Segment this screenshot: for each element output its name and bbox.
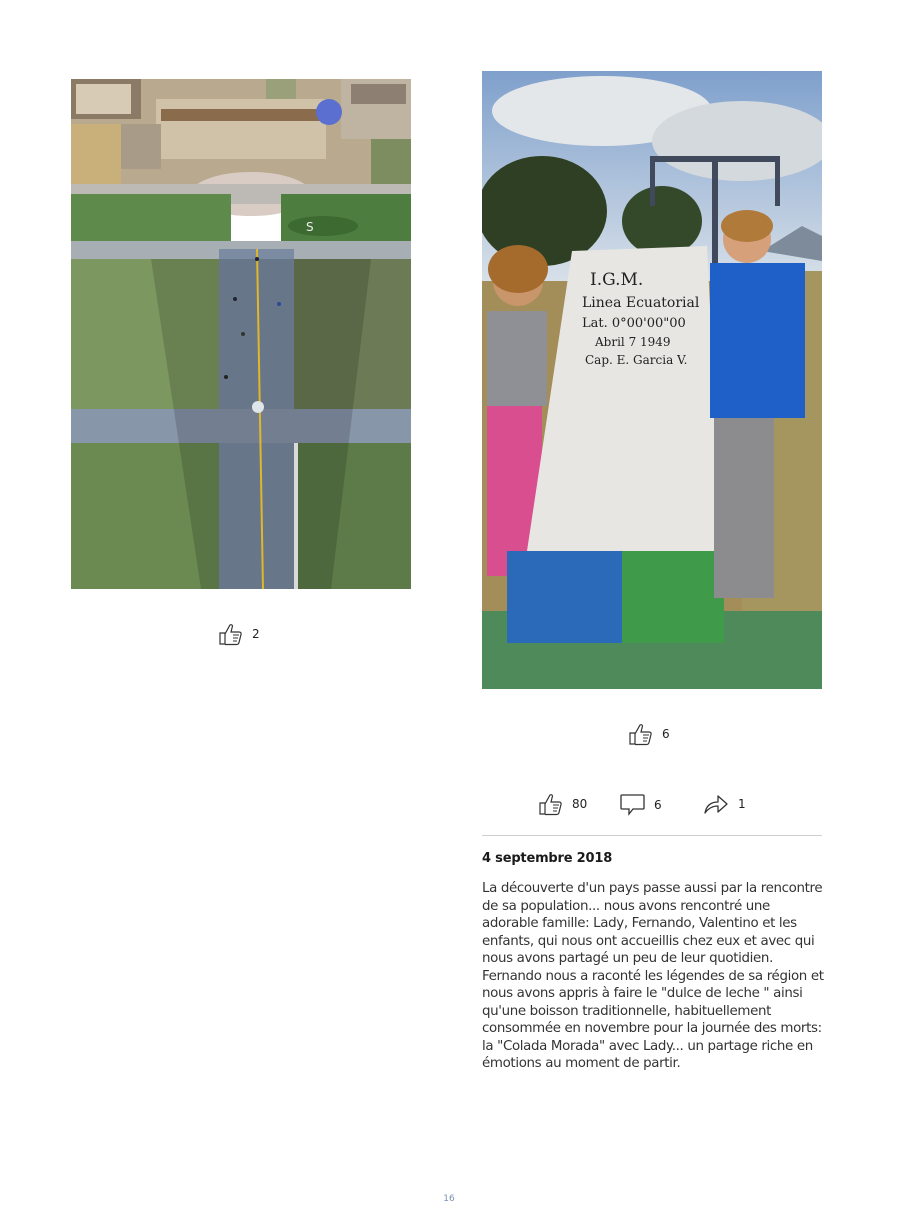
share-icon [702, 792, 730, 816]
svg-text:S: S [306, 220, 314, 234]
post-text: La découverte d'un pays passe aussi par la rencontre de sa population... nous avons rencontré une adorable famille: Lady, Fernando, Valentino et les enfants, qui nous ont accueillis chez eux et avec qui nous avons partagé un peu de leur quotidien. Fernando nous a raconté les légendes de sa région et nous avons appris à faire le "dulce de leche " ainsi qu'une boisson traditionnelle, habituellement consommée en novembre pour la journée des morts: la "Colada Morada" avec Lady... un partage riche en émotions au moment de partir. [482, 881, 824, 1071]
post-comment-button[interactable] [620, 792, 662, 818]
thumbs-up-icon [538, 792, 564, 816]
comment-icon [620, 792, 646, 818]
left-photo-like[interactable] [218, 622, 260, 646]
svg-text:Abril 7 1949: Abril 7 1949 [595, 335, 671, 349]
post-like-button[interactable] [538, 792, 587, 816]
svg-text:Cap. E. Garcia V.: Cap. E. Garcia V. [585, 353, 688, 367]
thumbs-up-icon [218, 622, 244, 646]
right-photo-like-count: 6 [662, 727, 670, 741]
svg-text:I.G.M.: I.G.M. [590, 270, 644, 290]
svg-text:Linea Ecuatorial: Linea Ecuatorial [582, 295, 700, 311]
divider [482, 835, 822, 836]
post-share-button[interactable] [702, 792, 746, 816]
post-date: 4 septembre 2018 [482, 851, 613, 866]
post-share-count: 1 [738, 797, 746, 811]
post-like-count: 80 [572, 797, 588, 811]
right-photo-like[interactable] [628, 722, 670, 746]
thumbs-up-icon [628, 722, 654, 746]
left-photo-like-count: 2 [252, 627, 260, 641]
aerial-monument-photo [71, 79, 411, 589]
svg-text:Lat. 0°00'00"00: Lat. 0°00'00"00 [582, 316, 686, 331]
equator-monument-photo [482, 71, 822, 689]
post-comment-count: 6 [654, 798, 662, 812]
page-number: 16 [443, 1194, 455, 1204]
